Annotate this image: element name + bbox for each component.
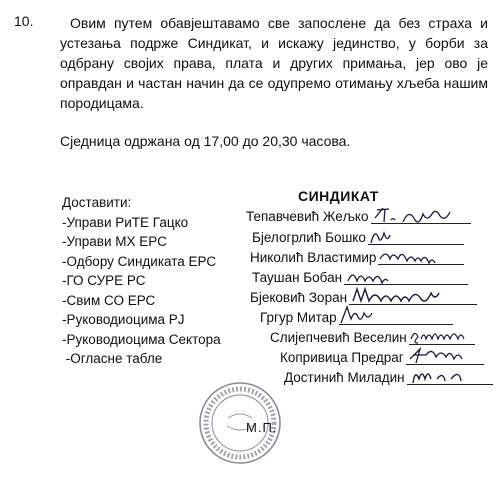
delivery-list bbox=[62, 193, 221, 369]
signatory-name: Бјелогрлић Бошко bbox=[252, 230, 366, 245]
seal-label: М.П. bbox=[246, 420, 278, 435]
signatory-row bbox=[260, 308, 453, 325]
paragraph-rest: устезања подрже Синдикат, и искажу јединство, у борби за одбрану својих права, плата и других примања, јер ово је оправдан и частан начин да се одупремо отимању хљеба нашим породицама. bbox=[60, 35, 488, 111]
delivery-item: -Управи МХ ЕРС bbox=[62, 234, 167, 249]
handwritten-signature bbox=[378, 245, 464, 267]
signature-line bbox=[406, 348, 484, 365]
delivery-item: -Свим СО ЕРС bbox=[62, 292, 156, 308]
signatory-name: Копривица Предраг bbox=[280, 350, 404, 365]
signature-line bbox=[407, 368, 493, 385]
signatory-name: Бјековић Зоран bbox=[250, 290, 348, 305]
union-title: СИНДИКАТ bbox=[298, 188, 379, 204]
delivery-item: -ГО СУРЕ РС bbox=[62, 273, 146, 288]
delivery-item: -Огласне табле bbox=[62, 351, 163, 366]
item-number: 10. bbox=[14, 13, 34, 29]
handwritten-signature bbox=[344, 265, 468, 287]
signature-line bbox=[378, 248, 464, 265]
signatory-row bbox=[270, 328, 475, 345]
signatory-name: Слијепчевић Веселин bbox=[270, 330, 407, 345]
delivery-title: Доставити: bbox=[62, 195, 132, 210]
signature-line bbox=[368, 228, 464, 245]
signatory-row bbox=[250, 288, 477, 305]
signatory-row bbox=[252, 268, 468, 285]
signature-line bbox=[344, 268, 468, 285]
handwritten-signature bbox=[409, 325, 475, 347]
signatory-row bbox=[252, 228, 464, 245]
signatory-row bbox=[284, 368, 493, 385]
handwritten-signature bbox=[339, 305, 453, 327]
signatory-name: Тепавчевић Жељко bbox=[246, 209, 369, 224]
signature-line bbox=[409, 328, 475, 345]
signature-line bbox=[349, 288, 477, 305]
delivery-item: -Управи РиТЕ Гацко bbox=[62, 214, 189, 230]
handwritten-signature bbox=[368, 225, 464, 247]
delivery-item: -Руководиоцима РЈ bbox=[62, 312, 185, 327]
signature-line bbox=[339, 308, 453, 325]
signatory-name: Достинић Миладин bbox=[284, 370, 405, 385]
signatory-name: Николић Властимир bbox=[250, 250, 377, 265]
handwritten-signature bbox=[371, 204, 471, 226]
signatory-row bbox=[280, 348, 484, 365]
notice-paragraph bbox=[60, 13, 488, 113]
signature-line bbox=[371, 207, 471, 224]
signatory-row bbox=[250, 248, 464, 265]
meeting-note: Сједница одржана од 17,00 до 20,30 часова. bbox=[60, 133, 351, 149]
delivery-item: -Одбору Синдиката ЕРС bbox=[62, 253, 217, 269]
handwritten-signature bbox=[407, 365, 493, 387]
signatory-name: Таушан Бобан bbox=[252, 270, 343, 285]
signatory-row bbox=[246, 207, 471, 224]
delivery-item: -Руководиоцима Сектора bbox=[62, 331, 221, 347]
handwritten-signature bbox=[406, 345, 484, 367]
handwritten-signature bbox=[349, 285, 477, 307]
signatory-name: Гргур Митар bbox=[260, 310, 337, 325]
paragraph-first-line: Овим путем обавјештавамо све запослене да без страха и bbox=[70, 15, 488, 31]
